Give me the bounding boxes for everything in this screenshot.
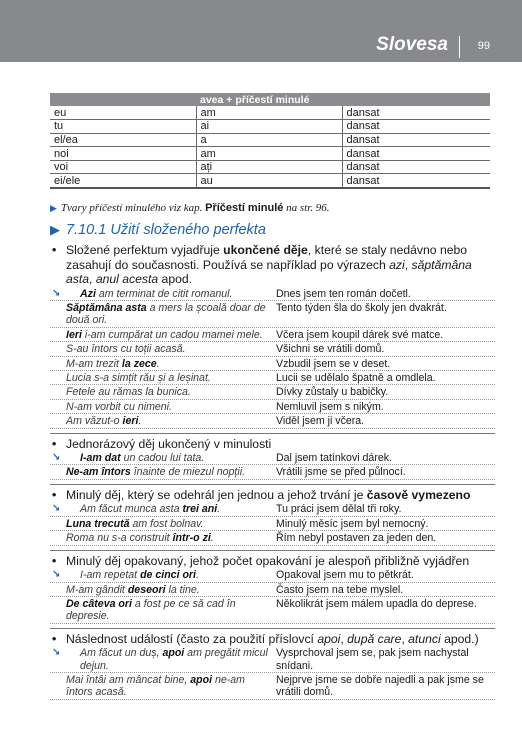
text-run: Minulý děj opakovaný, jehož počet opakování je alespoň přibližně vyjádřen [66, 553, 470, 568]
section-divider [50, 433, 495, 434]
czech-translation: Všichni se vrátili domů. [276, 343, 385, 356]
example-row [50, 502, 495, 516]
table-body [50, 106, 490, 188]
text-run: Fetele au rămas la bunica. [66, 386, 191, 399]
page-header [0, 0, 522, 62]
emphasis-text: ieri [122, 415, 139, 428]
czech-translation: Řím nebyl postaven za jeden den. [276, 532, 437, 545]
romanian-example [66, 465, 276, 478]
table-header-row [50, 93, 490, 106]
emphasis-text: Azi [80, 287, 96, 300]
example-row [50, 583, 495, 597]
czech-translation: Nemluvil jsem s nikým. [276, 400, 384, 413]
emphasis-text: de cinci ori [140, 569, 196, 582]
table-row [50, 133, 490, 147]
triangle-bullet-icon: ▶ [50, 222, 60, 237]
section-divider [50, 484, 495, 485]
note-text: na str. 96. [283, 202, 330, 214]
example-row [50, 517, 495, 531]
chapter-title: Slovesa [376, 34, 448, 55]
text-run: . [156, 357, 160, 370]
romanian-example [66, 517, 276, 530]
emphasis-text: De câteva ori [66, 597, 132, 610]
emphasis-text: deseori [127, 583, 166, 596]
table-cell: eu [50, 106, 196, 120]
table-header-cell [50, 93, 196, 106]
table-row [50, 160, 490, 174]
header-divider [459, 36, 460, 58]
example-arrow-icon: ↘ [52, 287, 61, 299]
romanian-example [66, 371, 276, 384]
czech-translation: Viděl jsem ji včera. [276, 415, 365, 428]
text-run: Mai întâi am mâncat bine, [66, 674, 191, 687]
romanian-example [66, 583, 276, 596]
text-run: a fost pe ce să cad în depresie. [66, 597, 236, 623]
cross-reference-note [50, 202, 330, 214]
emphasis-text: apoi [190, 674, 213, 687]
example-row [50, 301, 495, 328]
romanian-example [66, 673, 276, 699]
text-run: , [401, 631, 409, 646]
table-cell: dansat [342, 160, 490, 174]
text-run: Následnost událostí (často za použití příslovcí [66, 631, 318, 646]
emphasis-text: ukončené děje [223, 243, 308, 257]
usage-paragraph [50, 554, 495, 569]
text-run: apod. [158, 272, 193, 286]
table-cell: am [196, 106, 342, 120]
usage-content [50, 243, 495, 700]
section-divider [50, 628, 495, 629]
romanian-example [66, 502, 276, 515]
text-run: . [196, 569, 199, 582]
text-run: Am făcut un duș, [80, 647, 163, 660]
romanian-example [66, 451, 276, 464]
romanian-example [66, 342, 276, 355]
example-arrow-icon: ↘ [52, 569, 61, 581]
emphasis-text: I-am dat [80, 452, 121, 465]
text-run: i-am cumpărat un cadou mamei mele. [81, 328, 263, 341]
romanian-example [66, 328, 276, 341]
czech-translation: Dnes jsem ten román dočetl. [276, 287, 411, 300]
czech-translation: Vrátili jsme se před půlnocí. [276, 466, 406, 479]
text-run: , [340, 631, 348, 646]
table-cell: ei/ele [50, 174, 196, 188]
table-row [50, 147, 490, 161]
table-cell: dansat [342, 133, 490, 147]
table-cell: noi [50, 147, 196, 161]
bullet-icon: • [52, 243, 57, 257]
romanian-example [66, 400, 276, 413]
example-row [50, 531, 495, 545]
example-arrow-icon: ↘ [52, 647, 61, 659]
example-row [50, 568, 495, 582]
text-run: am fost bolnav. [129, 517, 204, 530]
table-cell: dansat [342, 147, 490, 161]
text-run: un cadou lui tata. [120, 452, 205, 465]
text-run: M-am gândit [66, 583, 128, 596]
text-run: N-am vorbit cu nimeni. [66, 400, 172, 413]
section-heading [50, 222, 266, 238]
example-row [50, 400, 495, 414]
text-run: , které se staly nedávno nebo zasahují do současnosti. Používá se například po výrazech [66, 243, 468, 272]
czech-translation: Dívky zůstaly u babičky. [276, 386, 389, 399]
romanian-example [66, 597, 276, 623]
czech-translation: Tento týden šla do školy jen dvakrát. [276, 301, 447, 314]
czech-translation: Často jsem na tebe myslel. [276, 583, 404, 596]
section-heading-text: 7.10.1 Užití složeného perfekta [66, 222, 266, 238]
emphasis-text: Săptămâna asta [66, 301, 147, 314]
emphasis-text: Ieri [66, 328, 82, 341]
bullet-icon: • [52, 553, 57, 568]
table-cell: tu [50, 120, 196, 134]
text-run: am terminat de citit romanul. [95, 287, 233, 300]
czech-translation: Včera jsem koupil dárek své matce. [276, 328, 444, 341]
note-link: Příčestí minulé [205, 202, 284, 214]
emphasis-text: apoi [162, 647, 185, 660]
example-row [50, 385, 495, 399]
example-row [50, 342, 495, 356]
text-run: Lucia s-a simțit rău și a leșinat. [66, 371, 211, 384]
czech-translation: Tu práci jsem dělal tři roky. [276, 503, 402, 516]
section-divider [50, 550, 495, 551]
bullet-icon: • [52, 436, 57, 451]
usage-paragraph [50, 632, 495, 647]
example-row [50, 371, 495, 385]
table-cell: dansat [342, 120, 490, 134]
table-row [50, 174, 490, 188]
example-row [50, 328, 495, 342]
table-cell: voi [50, 160, 196, 174]
emphasis-text: într-o zi [172, 532, 211, 545]
czech-translation: Opakoval jsem mu to pětkrát. [276, 569, 414, 582]
text-run: . [217, 503, 221, 516]
note-text: Tvary příčestí minulého viz kap. [60, 202, 206, 214]
example-arrow-icon: ↘ [52, 503, 61, 515]
text-run: S-au întors cu toții acasă. [66, 343, 186, 356]
usage-paragraph [50, 243, 495, 287]
bullet-icon: • [52, 631, 57, 646]
text-run: Am văzut-o [66, 415, 123, 428]
usage-paragraph [50, 488, 495, 503]
text-run: M-am trezit [66, 357, 122, 370]
czech-translation: Dal jsem tatínkovi dárek. [276, 452, 392, 465]
table-header-cell: avea + příčestí minulé [196, 93, 342, 106]
example-row [50, 357, 495, 371]
text-run: . [138, 415, 142, 428]
czech-translation: Vysprchoval jsem se, pak jsem nachystal snídani. [276, 647, 469, 672]
table-cell: ai [196, 120, 342, 134]
table-cell: el/ea [50, 133, 196, 147]
romanian-example [66, 531, 276, 544]
text-run: la tine. [165, 583, 200, 596]
text-run: . [210, 532, 214, 545]
table-cell: dansat [342, 106, 490, 120]
conjugation-table [50, 93, 490, 189]
table-row [50, 106, 490, 120]
emphasis-text: Ne-am întors [66, 466, 131, 479]
text-run: Minulý děj, který se odehrál jen jednou a jehož trvání je [66, 487, 367, 502]
text-run: a mers la școală doar de două ori. [66, 301, 266, 327]
table-cell: ați [196, 160, 342, 174]
text-run: azi [389, 257, 405, 272]
bullet-icon: • [52, 487, 57, 502]
text-run: Jednorázový děj ukončený v minulosti [66, 436, 272, 451]
example-row [50, 465, 495, 479]
romanian-example [66, 287, 276, 300]
text-run: ne-am întors acasă. [66, 674, 246, 699]
czech-translation: Několikrát jsem málem upadla do deprese. [276, 597, 477, 610]
example-arrow-icon: ↘ [52, 452, 61, 464]
usage-paragraph [50, 437, 495, 452]
text-run: apod.) [440, 631, 479, 646]
czech-translation: Minulý měsíc jsem byl nemocný. [276, 517, 429, 530]
text-run: anul acesta [95, 272, 159, 286]
text-run: I-am repetat [80, 569, 141, 582]
emphasis-text: Luna trecută [66, 517, 130, 530]
romanian-example [66, 646, 276, 672]
romanian-example [66, 568, 276, 581]
example-row [50, 414, 495, 428]
czech-translation: Vzbudil jsem se v deset. [276, 357, 391, 370]
text-run: atunci [408, 631, 441, 646]
text-run: săptămâna asta [66, 257, 472, 286]
table-cell: au [196, 174, 342, 188]
example-row [50, 451, 495, 465]
text-run: , [404, 257, 412, 272]
example-row [50, 597, 495, 624]
table-header-cell [342, 93, 490, 106]
emphasis-text: trei ani [182, 503, 218, 516]
example-row [50, 673, 495, 700]
table-cell: dansat [342, 174, 490, 188]
romanian-example [66, 385, 276, 398]
text-run: Am făcut munca asta [80, 503, 183, 516]
table-row [50, 120, 490, 134]
text-run: după care [347, 631, 402, 646]
text-run: Složené perfektum vyjadřuje [66, 243, 224, 257]
example-row [50, 287, 495, 301]
czech-translation: Nejprve jsme se dobře najedli a pak jsme se vrátili domů. [276, 674, 484, 699]
emphasis-text: časově vymezeno [366, 487, 471, 502]
romanian-example [66, 301, 276, 327]
table-cell: a [196, 133, 342, 147]
example-row [50, 646, 495, 673]
romanian-example [66, 357, 276, 370]
czech-translation: Lucii se udělalo špatně a omdlela. [276, 371, 436, 384]
text-run: Roma nu s-a construit [66, 532, 173, 545]
triangle-bullet-icon: ▶ [50, 203, 57, 213]
emphasis-text: la zece [121, 357, 157, 370]
text-run: apoi [317, 631, 341, 646]
page-number: 99 [477, 40, 490, 52]
text-run: , [89, 272, 96, 286]
text-run: am pregătit micul dejun. [80, 647, 268, 672]
romanian-example [66, 414, 276, 427]
text-run: înainte de miezul nopții. [130, 466, 246, 479]
table-cell: am [196, 147, 342, 161]
